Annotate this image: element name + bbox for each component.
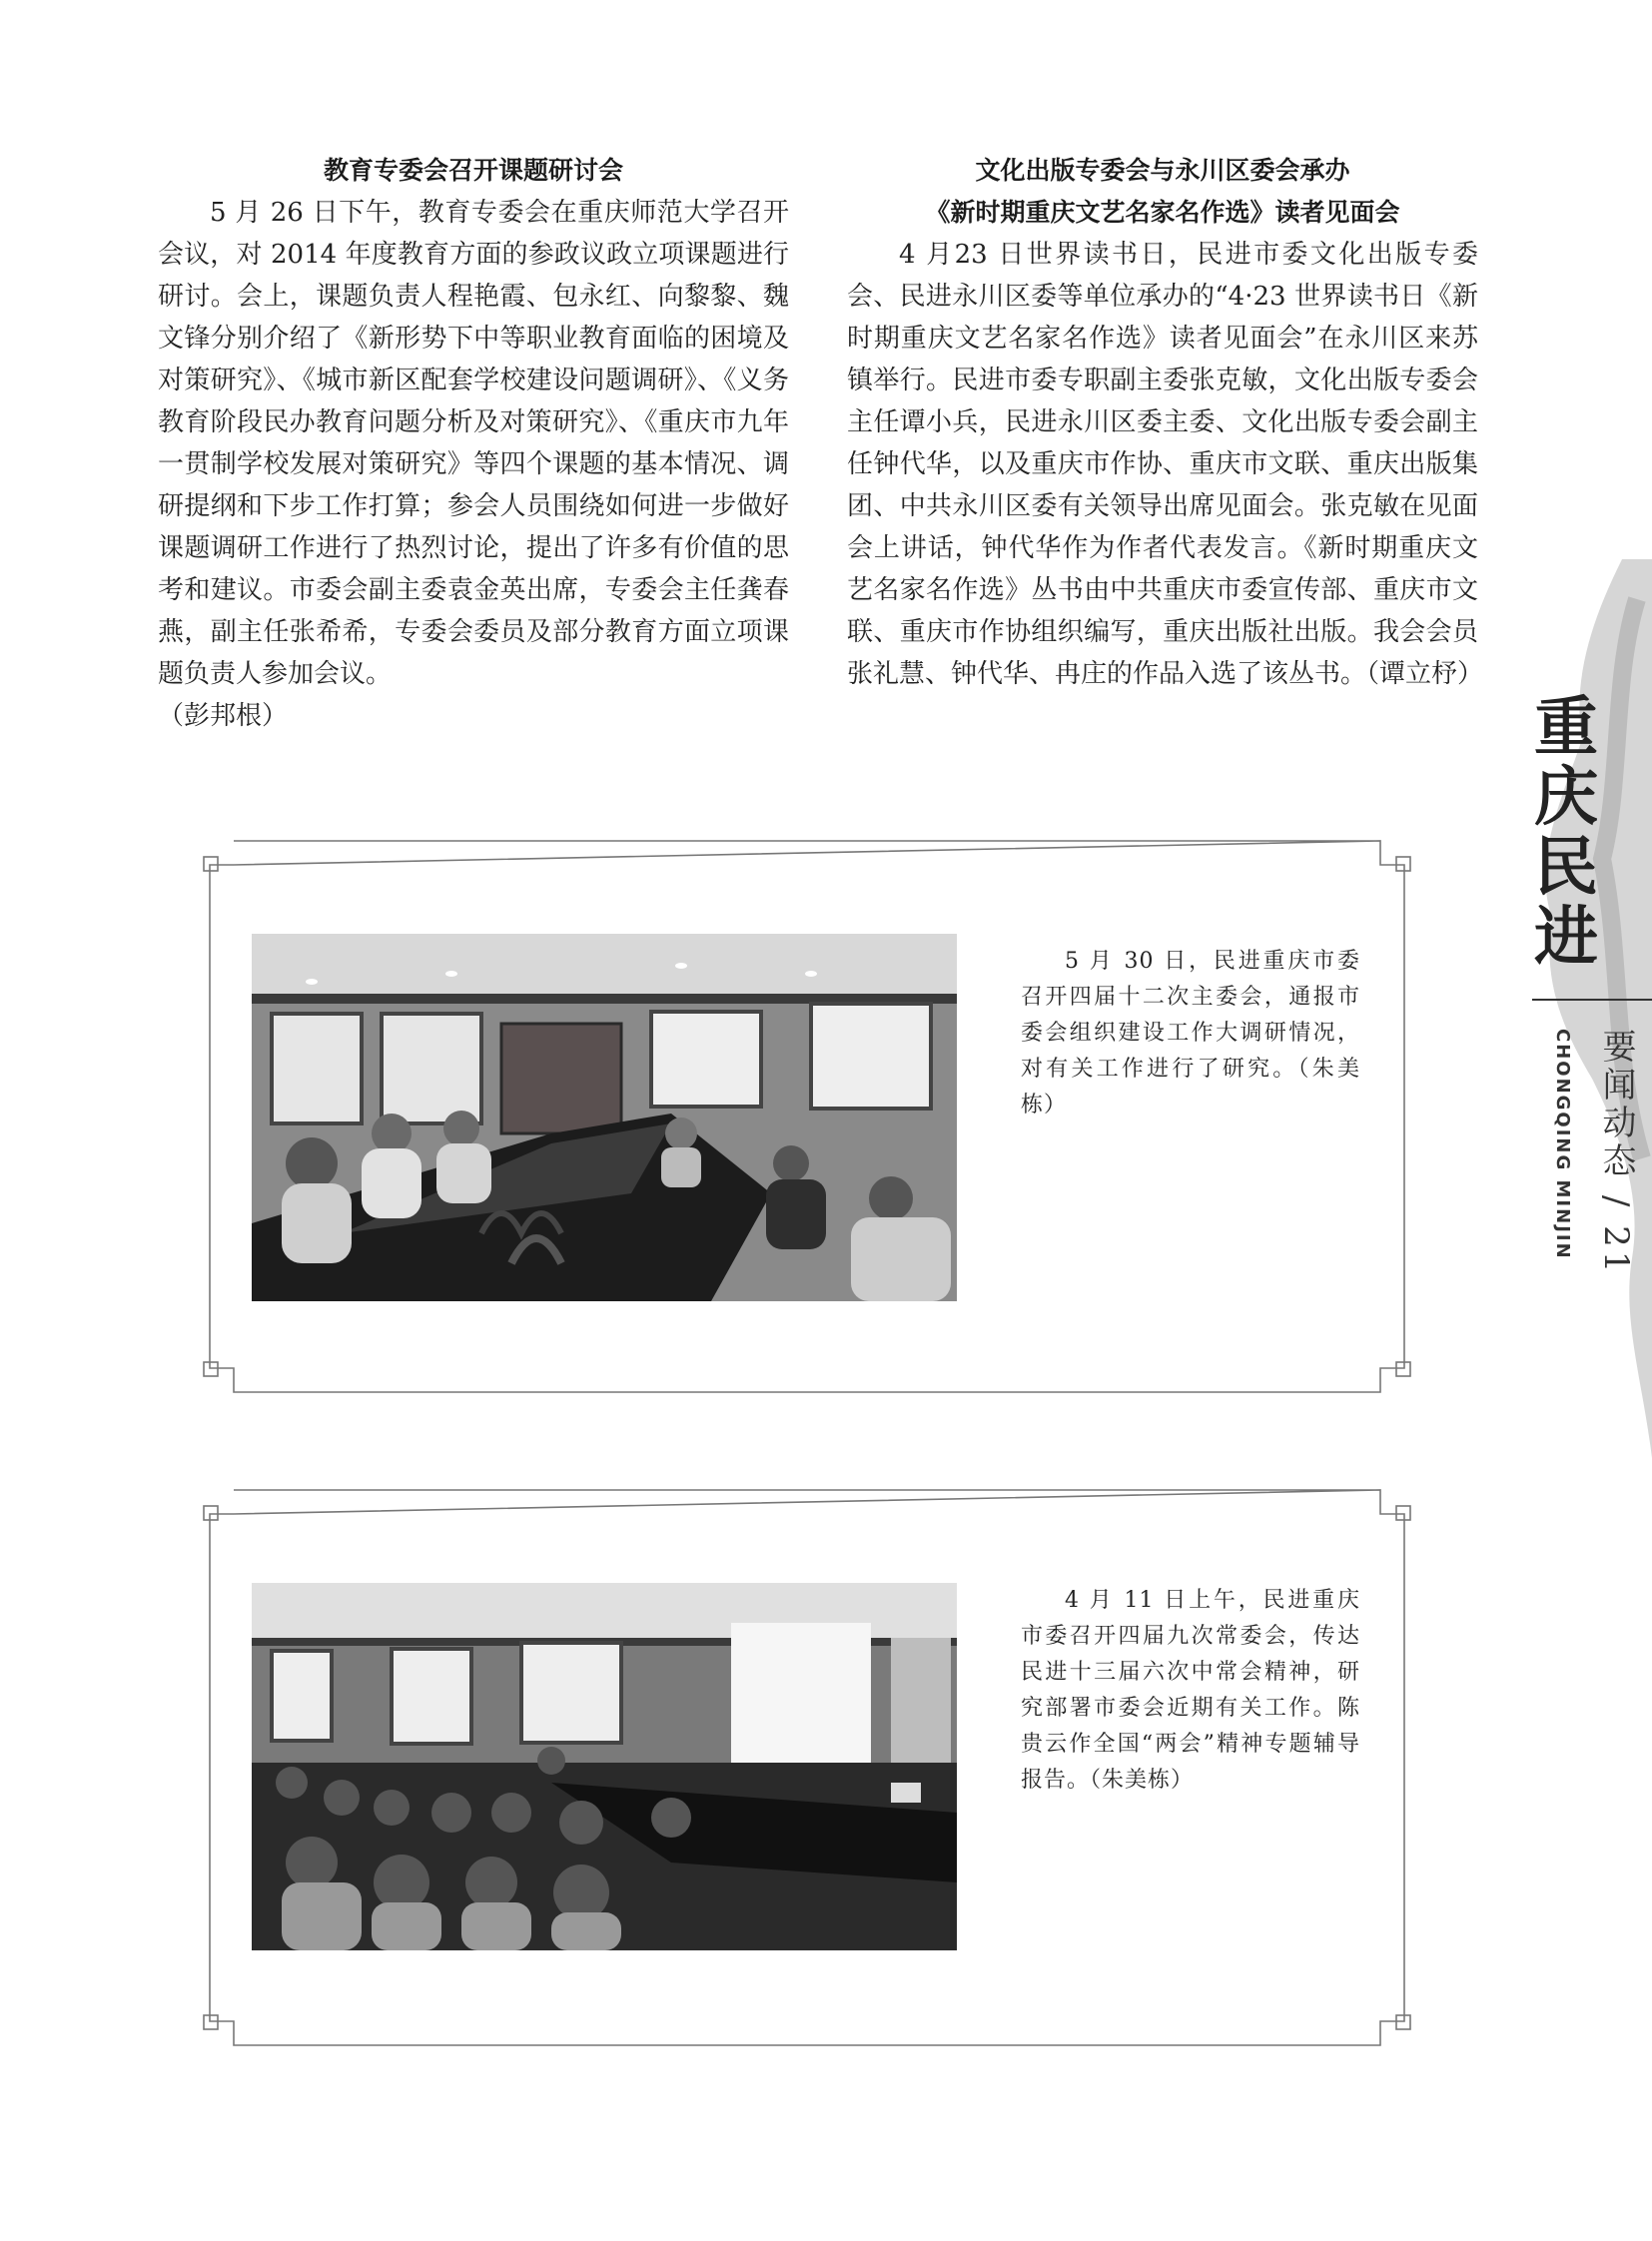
photo-frame-1 xyxy=(194,839,1420,1394)
section-label xyxy=(1592,1029,1641,1276)
article-title-line1: 文化出版专委会与永川区委会承办 xyxy=(975,156,1350,185)
section-name: 要闻动态 xyxy=(1596,1029,1636,1180)
article-author: （彭邦根） xyxy=(158,701,289,731)
article-body: 4 月23 日世界读书日，民进市委文化出版专委会、民进永川区委等单位承办的“4·23 世界读书日《新时期重庆文艺名家名作选》读者见面会”在永川区来苏镇举行。民进市委专职副主委张克敏，文化出版专委会主任谭小兵，民进永川区委主委、文化出版专委会副主任钟代华，以及重庆市作协、重庆市文联、重庆出版集团、中共永川区委有关领导出席见面会。张克敏在见面会上讲话，钟代华作为作者代表发言。《新时期重庆文艺名家名作选》丛书由中共重庆市委宣传部、重庆市文联、重庆市作协组织编写，重庆出版社出版。我会会员张礼慧、钟代华、冉庄的作品入选了该丛书。（谭立杼） xyxy=(847,240,1484,689)
article-title: 教育专委会召开课题研讨会 xyxy=(323,156,623,185)
article-body xyxy=(158,192,789,737)
meeting-photo-1 xyxy=(252,934,957,1301)
article-education xyxy=(158,150,789,737)
sidebar-divider xyxy=(1532,999,1652,1001)
page-sidebar xyxy=(1472,559,1652,1558)
svg-text:进: 进 xyxy=(1534,900,1598,975)
svg-text:庆: 庆 xyxy=(1534,760,1598,835)
article-title-line2: 《新时期重庆文艺名家名作选》读者见面会 xyxy=(925,198,1400,227)
page-number: 21 xyxy=(1596,1225,1636,1277)
roman-label: CHONGQING MINJIN xyxy=(1552,1029,1573,1260)
photo-frame-2 xyxy=(194,1488,1420,2047)
photo-caption-1: 5 月 30 日，民进重庆市委召开四届十二次主委会，通报市委会组织建设工作大调研情况，对有关工作进行了研究。（朱美栋） xyxy=(1021,949,1360,1118)
meeting-photo-2 xyxy=(252,1583,957,1950)
article-culture xyxy=(847,150,1484,695)
svg-text:重: 重 xyxy=(1534,690,1598,765)
article-body-text: 5 月 26 日下午，教育专委会在重庆师范大学召开会议，对 2014 年度教育方面的参政议政立项课题进行研讨。会上，课题负责人程艳霞、包永红、向黎黎、魏文锋分别介绍了《新形势下中等职业教育面临的困境及对策研究》、《城市新区配套学校建设问题调研》、《义务教育阶段民办教育问题分析及对策研究》、《重庆市九年一贯制学校发展对策研究》等四个课题的基本情况、调研提纲和下步工作打算；参会人员围绕如何进一步做好课题调研工作进行了热烈讨论，提出了许多有价值的思考和建议。市委会副主委袁金英出席，专委会主任龚春燕，副主任张希希，专委会委员及部分教育方面立项课题负责人参加会议。 xyxy=(158,198,789,689)
separator: / xyxy=(1596,1194,1636,1211)
brand-logo xyxy=(1524,689,1634,993)
svg-text:民: 民 xyxy=(1534,830,1598,905)
photo-caption-2: 4 月 11 日上午，民进重庆市委召开四届九次常委会，传达民进十三届六次中常会精神，研究部署市委会近期有关工作。陈贵云作全国“两会”精神专题辅导报告。（朱美栋） xyxy=(1021,1588,1360,1793)
